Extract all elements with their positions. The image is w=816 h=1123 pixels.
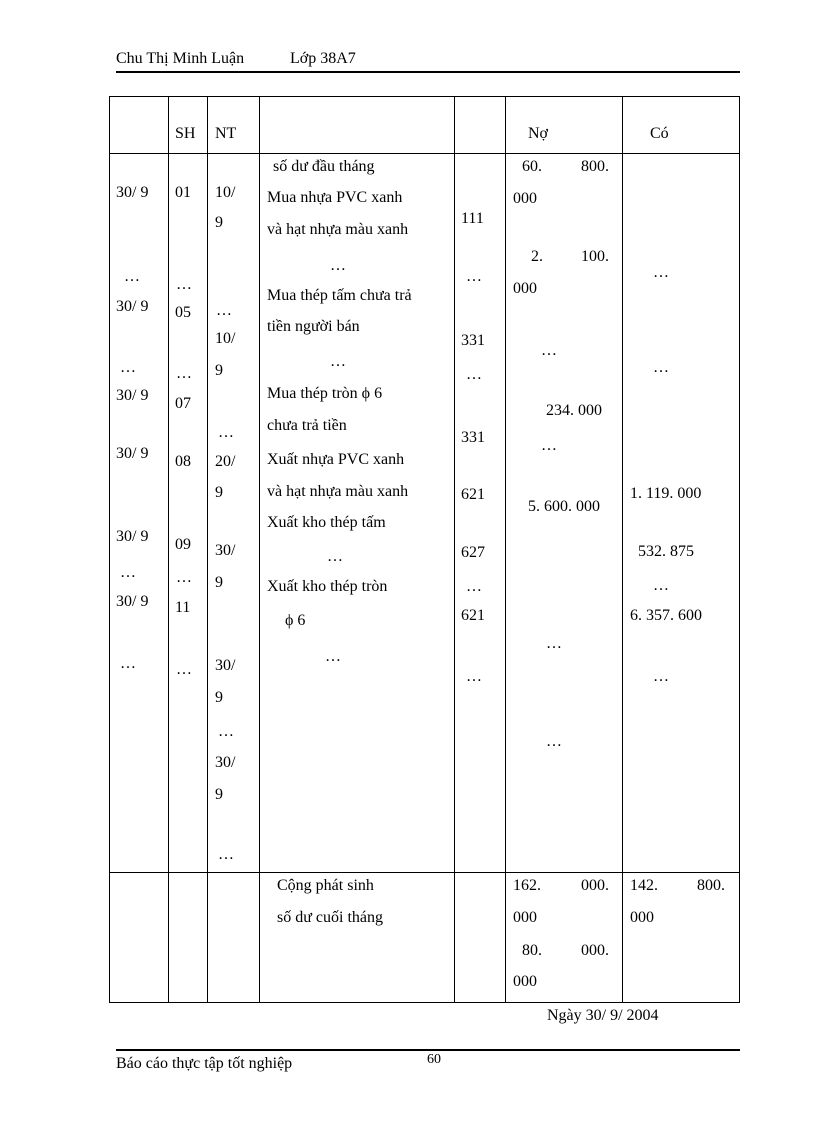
nt-cell: 30/ — [215, 657, 236, 674]
sh-cell: … — [176, 661, 192, 678]
page-number: 60 — [427, 1052, 441, 1067]
col-border — [259, 96, 260, 1003]
col-header-sh: SH — [175, 125, 196, 142]
debit-ellipsis: … — [546, 733, 562, 750]
debit-part: 000 — [513, 280, 537, 297]
sh-cell: 09 — [175, 536, 191, 553]
nt-cell: 10/ — [215, 184, 236, 201]
acct-cell: 331 — [461, 332, 485, 349]
date-cell: 30/ 9 — [116, 528, 149, 545]
col-border — [505, 96, 506, 1003]
total-debit-part: 000 — [513, 909, 537, 926]
col-border — [168, 96, 169, 1003]
col-border — [109, 96, 110, 1003]
debit-part: 000 — [513, 190, 537, 207]
footer-title: Báo cáo thực tập tốt nghiệp — [116, 1055, 293, 1072]
desc-line: chưa trả tiền — [267, 417, 347, 434]
desc-line: … — [327, 548, 343, 565]
col-header-nt: NT — [215, 125, 237, 142]
debit-ellipsis: … — [541, 437, 557, 454]
nt-cell: … — [218, 424, 234, 441]
desc-line: … — [325, 648, 341, 665]
credit-cell: 532. 875 — [638, 543, 694, 560]
date-cell: … — [124, 268, 140, 285]
footer-rule — [116, 1049, 740, 1051]
credit-cell: 6. 357. 600 — [630, 607, 702, 624]
debit-value: 5. 600. 000 — [528, 498, 600, 515]
debit-ellipsis: … — [546, 635, 562, 652]
sh-cell: 08 — [175, 453, 191, 470]
nt-cell: 9 — [215, 484, 223, 501]
nt-cell: 9 — [215, 689, 223, 706]
acct-cell: … — [466, 578, 482, 595]
header-author: Chu Thị Minh Luận — [116, 50, 245, 67]
desc-line: và hạt nhựa màu xanh — [267, 483, 409, 500]
desc-line: ϕ 6 — [285, 612, 306, 629]
date-cell: 30/ 9 — [116, 298, 149, 315]
desc-line: số dư đầu tháng — [273, 158, 375, 175]
desc-line: và hạt nhựa màu xanh — [267, 221, 409, 238]
sh-cell: … — [176, 365, 192, 382]
acct-cell: 621 — [461, 607, 485, 624]
total-label: Cộng phát sinh — [277, 877, 374, 894]
closing-debit-part: 80. — [522, 942, 542, 959]
desc-line: Mua nhựa PVC xanh — [267, 189, 403, 206]
credit-cell: 1. 119. 000 — [630, 485, 702, 502]
nt-cell: 9 — [215, 362, 223, 379]
header-rule — [116, 71, 740, 73]
desc-line: Xuất kho thép tấm — [267, 514, 386, 531]
date-cell: 30/ 9 — [116, 387, 149, 404]
credit-cell: … — [653, 264, 669, 281]
total-credit-part: 800. — [697, 877, 725, 894]
acct-cell: … — [466, 268, 482, 285]
col-header-co: Có — [650, 125, 669, 142]
table-bottom-border — [109, 1002, 740, 1003]
nt-cell: 10/ — [215, 330, 236, 347]
sh-cell: … — [176, 276, 192, 293]
debit-part: 60. — [522, 158, 542, 175]
nt-cell: 9 — [215, 214, 223, 231]
nt-cell: 9 — [215, 574, 223, 591]
col-border — [739, 96, 740, 1003]
total-credit-part: 000 — [630, 909, 654, 926]
debit-part: 800. — [581, 158, 609, 175]
desc-line: Mua thép tròn ϕ 6 — [267, 385, 383, 402]
table-total-divider — [109, 872, 740, 873]
nt-cell: 30/ — [215, 542, 236, 559]
date-cell: … — [120, 564, 136, 581]
credit-cell: … — [653, 668, 669, 685]
date-cell: 30/ 9 — [116, 445, 149, 462]
desc-line: … — [330, 353, 346, 370]
header-class: Lớp 38A7 — [290, 50, 356, 67]
document-date: Ngày 30/ 9/ 2004 — [547, 1007, 659, 1024]
debit-value: 234. 000 — [546, 402, 602, 419]
total-debit-part: 162. — [513, 877, 541, 894]
date-cell: 30/ 9 — [116, 184, 149, 201]
debit-ellipsis: … — [541, 342, 557, 359]
col-border — [454, 96, 455, 1003]
acct-cell: 627 — [461, 544, 485, 561]
acct-cell: … — [466, 366, 482, 383]
total-debit-part: 000. — [581, 877, 609, 894]
date-cell: … — [120, 655, 136, 672]
date-cell: … — [120, 359, 136, 376]
credit-cell: … — [653, 359, 669, 376]
desc-line: tiền người bán — [267, 318, 360, 335]
nt-cell: … — [218, 846, 234, 863]
acct-cell: … — [466, 668, 482, 685]
col-border — [622, 96, 623, 1003]
sh-cell: 11 — [175, 599, 191, 616]
nt-cell: 20/ — [215, 453, 236, 470]
sh-cell: 05 — [175, 304, 191, 321]
total-credit-part: 142. — [630, 877, 658, 894]
acct-cell: 331 — [461, 429, 485, 446]
closing-debit-part: 000. — [581, 942, 609, 959]
credit-cell: … — [653, 577, 669, 594]
table-top-border — [109, 96, 740, 97]
debit-part: 100. — [581, 248, 609, 265]
table-header-divider — [109, 153, 740, 154]
acct-cell: 111 — [461, 210, 484, 227]
sh-cell: 07 — [175, 395, 191, 412]
closing-balance-label: số dư cuối tháng — [277, 909, 383, 926]
desc-line: … — [330, 257, 346, 274]
acct-cell: 621 — [461, 486, 485, 503]
sh-cell: 01 — [175, 184, 191, 201]
desc-line: Mua thép tấm chưa trả — [267, 287, 412, 304]
nt-cell: 30/ — [215, 754, 236, 771]
sh-cell: … — [176, 569, 192, 586]
desc-line: Xuất nhựa PVC xanh — [267, 451, 405, 468]
col-border — [207, 96, 208, 1003]
nt-cell: … — [218, 723, 234, 740]
debit-part: 2. — [531, 248, 543, 265]
nt-cell: … — [216, 302, 232, 319]
closing-debit-part: 000 — [513, 973, 537, 990]
nt-cell: 9 — [215, 786, 223, 803]
desc-line: Xuất kho thép tròn — [267, 578, 388, 595]
col-header-no: Nợ — [528, 125, 549, 142]
date-cell: 30/ 9 — [116, 593, 149, 610]
